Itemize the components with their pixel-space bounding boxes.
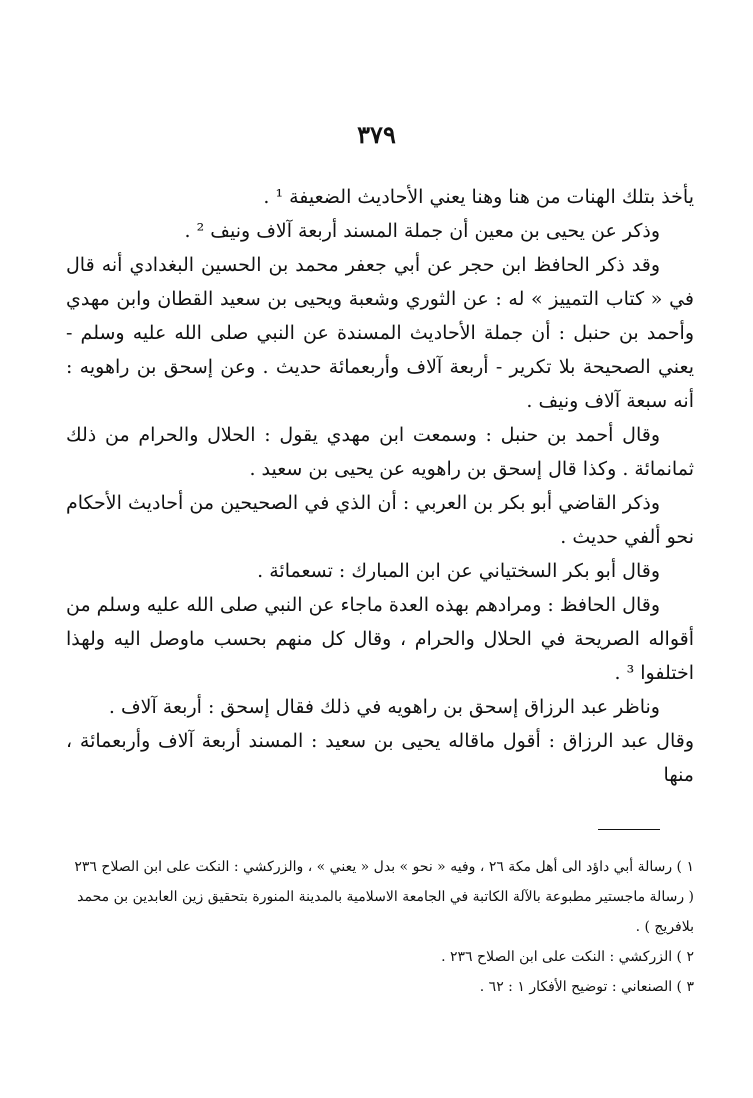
paragraph-9: وقال عبد الرزاق : أقول ماقاله يحيى بن سعيد : المسند أربعة آلاف وأربعمائة ، منها	[66, 730, 694, 786]
paragraph-1: يأخذ بتلك الهنات من هنا وهنا يعني الأحاديث الضعيفة ¹ .	[263, 186, 694, 208]
paragraph-2: وذكر عن يحيى بن معين أن جملة المسند أربعة آلاف ونيف ² .	[184, 220, 660, 242]
page-number: ٣٧٩	[357, 120, 396, 149]
main-text	[66, 180, 694, 792]
paragraph-4: وقال أحمد بن حنبل : وسمعت ابن مهدي يقول : الحلال والحرام من ذلك ثمانمائة . وكذا قال إسحق بن راهويه عن يحيى بن سعيد .	[66, 424, 694, 480]
footnotes	[74, 852, 694, 1002]
paragraph-5: وذكر القاضي أبو بكر بن العربي : أن الذي في الصحيحين من أحاديث الأحكام نحو ألفي حديث .	[66, 492, 694, 548]
footnote-divider	[598, 829, 660, 830]
paragraph-3: وقد ذكر الحافظ ابن حجر عن أبي جعفر محمد بن الحسين البغدادي أنه قال في « كتاب التمييز » له : عن الثوري وشعبة ويحيى بن سعيد القطان وابن مهدي وأحمد بن حنبل : أن جملة الأحاديث المسندة عن النبي صلى الله عليه وسلم - يعني الصحيحة بلا تكرير - أربعة آلاف وأربعمائة حديث . وعن إسحق بن راهويه : أنه سبعة آلاف ونيف .	[66, 254, 694, 412]
footnote-1: ١ ) رسالة أبي داؤد الى أهل مكة ٢٦ ، وفيه « نحو » بدل « يعني » ، والزركشي : النكت على ابن الصلاح ٢٣٦ ( رسالة ماجستير مطبوعة بالآلة الكاتبة في الجامعة الاسلامية بالمدينة المنورة بتحقيق زين العابدين بن محمد بلافريج ) .	[74, 859, 694, 935]
paragraph-6: وقال أبو بكر السختياني عن ابن المبارك : تسعمائة .	[257, 560, 660, 582]
footnote-2: ٢ ) الزركشي : النكت على ابن الصلاح ٢٣٦ .	[441, 949, 694, 965]
footnote-3: ٣ ) الصنعاني : توضيح الأفكار ١ : ٦٢ .	[479, 979, 694, 995]
paragraph-8: وناظر عبد الرزاق إسحق بن راهويه في ذلك فقال إسحق : أربعة آلاف .	[108, 696, 660, 718]
paragraph-7: وقال الحافظ : ومرادهم بهذه العدة ماجاء عن النبي صلى الله عليه وسلم من أقواله الصريحة في الحلال والحرام ، وقال كل منهم بحسب ماوصل اليه ولهذا اختلفوا ³ .	[65, 594, 694, 684]
